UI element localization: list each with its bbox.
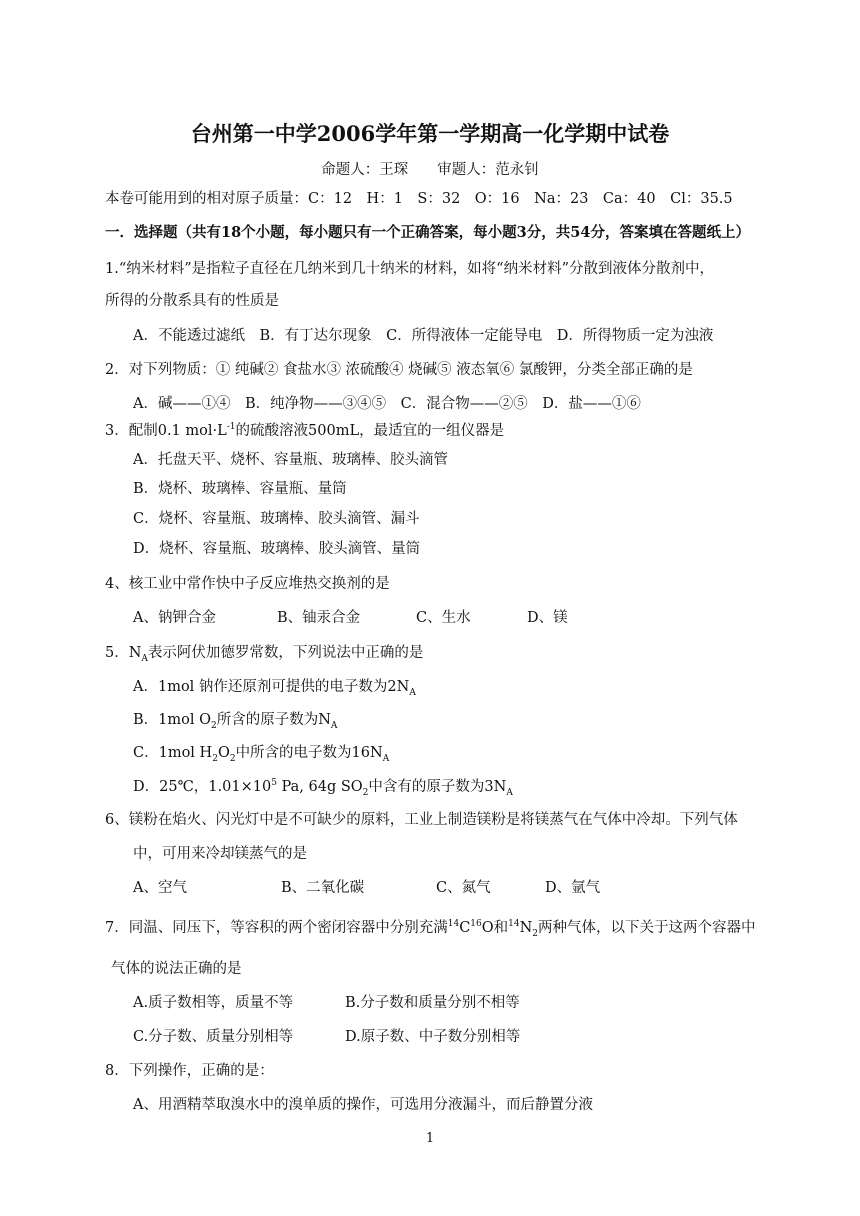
q4-option-c: C、生水	[416, 610, 471, 626]
q5-b-sub2: A	[330, 720, 338, 731]
q5-stem	[105, 645, 424, 664]
q5-c-sub3: A	[382, 753, 390, 764]
q1-stem-line2: 所得的分散系具有的性质是	[105, 293, 279, 309]
q5-a-sub: A	[409, 687, 416, 698]
q6-option-b: B、二氧化碳	[281, 880, 365, 896]
q7-option-c: C.分子数、质量分别相等	[133, 1029, 294, 1045]
q7-text-3: O和	[481, 920, 509, 936]
q5-c-sub2: 2	[229, 753, 236, 764]
q4-option-d: D、镁	[527, 610, 568, 626]
q5-b-text-a: B．1mol O	[133, 712, 211, 728]
q6-stem-line2: 中，可用来冷却镁蒸气的是	[133, 846, 307, 862]
q7-stem-line2: 气体的说法正确的是	[111, 961, 242, 977]
q3-stem	[105, 424, 504, 439]
q7-stem-line1	[105, 919, 756, 939]
q3-option-d: D．烧杯、容量瓶、玻璃棒、胶头滴管、量筒	[133, 541, 421, 557]
q7-option-a: A.质子数相等，质量不等	[133, 995, 294, 1011]
exam-title: 台州第一中学2006学年第一学期高一化学期中试卷	[190, 121, 670, 146]
section-heading: 一．选择题（共有18个小题，每小题只有一个正确答案，每小题3分，共54分，答案填在答题纸上）	[105, 224, 750, 241]
q3-option-b: B．烧杯、玻璃棒、容量瓶、量筒	[133, 481, 347, 497]
q3-stem-text-a: 3．配制0.1 mol·L	[105, 423, 227, 439]
q7-sup-1: 14	[447, 919, 460, 930]
q6-option-d: D、氩气	[545, 880, 601, 896]
authors-line: 命题人：王琛 审题人：范永钊	[321, 162, 539, 178]
q7-text-2: C	[459, 920, 471, 936]
q1-options: A．不能透过滤纸 B．有丁达尔现象 C．所得液体一定能导电 D．所得物质一定为浊液	[133, 328, 714, 344]
q3-option-c: C．烧杯、容量瓶、玻璃棒、胶头滴管、漏斗	[133, 511, 420, 527]
q6-option-a: A、空气	[133, 880, 187, 896]
q6-stem-line1: 6、镁粉在焰火、闪光灯中是不可缺少的原料，工业上制造镁粉是将镁蒸气在气体中冷却。下列气体	[105, 812, 738, 828]
q5-b-sub1: 2	[211, 720, 217, 731]
q3-stem-sup: -1	[226, 422, 236, 433]
q3-option-a: A．托盘天平、烧杯、容量瓶、玻璃棒、胶头滴管	[133, 452, 448, 468]
q5-a-text: A．1mol 钠作还原剂可提供的电子数为2N	[133, 679, 410, 695]
q5-d-sub2: A	[506, 787, 513, 798]
page-number: 1	[425, 1131, 435, 1146]
q2-stem: 2．对下列物质：① 纯碱② 食盐水③ 浓硫酸④ 烧碱⑤ 液态氧⑥ 氯酸钾，分类全部正确的是	[105, 362, 693, 378]
q7-text-4: N	[519, 920, 533, 936]
atomic-mass-line: 本卷可能用到的相对原子质量：C：12 H：1 S：32 O：16 Na：23 Ca：40 Cl：35.5	[105, 191, 733, 207]
q2-options: A．碱——①④ B．纯净物——③④⑤ C．混合物——②⑤ D．盐——①⑥	[133, 396, 641, 412]
q5-stem-text-b: 表示阿伏加德罗常数，下列说法中正确的是	[147, 645, 424, 661]
q5-c-sub1: 2	[212, 753, 218, 764]
q5-d-sub1: 2	[362, 787, 369, 798]
q5-option-a	[133, 679, 416, 698]
q4-stem: 4、核工业中常作快中子反应堆热交换剂的是	[105, 576, 390, 592]
q7-text-1: 7．同温、同压下，等容积的两个密闭容器中分别充满	[105, 920, 448, 936]
q7-text-5: 两种气体，以下关于这两个容器中	[538, 920, 756, 936]
q5-option-c	[133, 745, 390, 764]
q1-stem-line1: 1.“纳米材料”是指粒子直径在几纳米到几十纳米的材料，如将“纳米材料”分散到液体分散剂中，	[105, 261, 714, 277]
q8-option-a: A、用酒精萃取溴水中的溴单质的操作，可选用分液漏斗，而后静置分液	[133, 1097, 593, 1113]
q5-d-text-b: Pa, 64g SO	[276, 779, 363, 795]
q6-option-c: C、氮气	[436, 880, 491, 896]
q5-stem-sub: A	[141, 653, 148, 664]
q5-d-sup: 5	[271, 778, 277, 789]
q5-option-b	[133, 712, 338, 731]
q7-option-b: B.分子数和质量分别不相等	[345, 995, 520, 1011]
q7-sup-3: 14	[508, 919, 520, 930]
q8-stem: 8．下列操作，正确的是：	[105, 1063, 274, 1079]
q4-option-b: B、铀汞合金	[277, 610, 361, 626]
q7-sub-4: 2	[532, 928, 539, 939]
q5-d-text-c: 中含有的原子数为3N	[368, 779, 507, 795]
q7-sup-2: 16	[470, 919, 482, 930]
q5-stem-text-a: 5．N	[105, 645, 142, 661]
q5-d-text-a: D．25℃，1.01×10	[133, 779, 272, 795]
q5-c-text-c: 中所含的电子数为16N	[235, 745, 383, 761]
q3-stem-text-b: 的硫酸溶液500mL，最适宜的一组仪器是	[235, 423, 505, 439]
q5-b-text-b: 所含的原子数为N	[216, 712, 331, 728]
q5-c-text-a: C．1mol H	[133, 745, 213, 761]
q5-c-text-b: O	[217, 745, 230, 761]
q7-option-d: D.原子数、中子数分别相等	[345, 1029, 521, 1045]
q4-option-a: A、钠钾合金	[133, 610, 216, 626]
q5-option-d	[133, 778, 513, 798]
